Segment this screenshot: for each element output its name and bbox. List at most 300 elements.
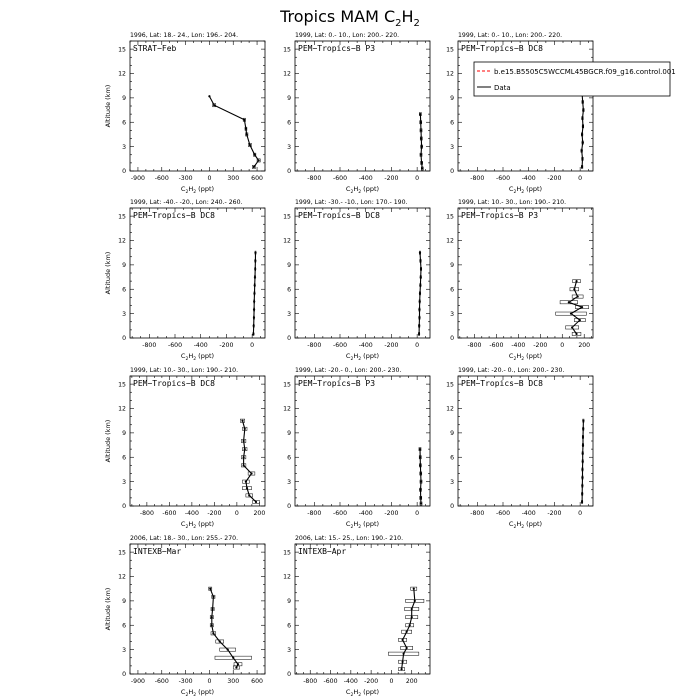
x-axis-label [346, 688, 379, 698]
x-axis-label-part: H [188, 688, 194, 696]
data-point [420, 268, 422, 270]
data-point [219, 640, 221, 642]
data-point [245, 481, 247, 483]
data-point [581, 117, 583, 119]
data-point [254, 276, 256, 278]
x-axis-label-part: C [508, 352, 514, 360]
x-tick-label: -600 [495, 510, 511, 517]
x-axis-label-part: 2 [185, 357, 189, 362]
data-point [409, 624, 411, 626]
x-axis-label-part: C [345, 185, 351, 193]
panel-subtitle: 1999, Lat: 0.- 10., Lon: 200.- 220. [458, 32, 563, 39]
data-point [582, 452, 584, 454]
campaign-label: PEM−Tropics−B P3 [461, 211, 539, 220]
y-tick-label: 6 [122, 454, 126, 462]
data-point [250, 472, 252, 474]
x-axis-label-part: C [345, 688, 351, 696]
campaign-label: STRAT−Feb [133, 44, 177, 53]
y-tick-label: 12 [118, 573, 126, 581]
x-tick-label: 0 [415, 175, 420, 182]
y-tick-label: 3 [287, 143, 291, 151]
data-point [582, 101, 584, 103]
y-tick-label: 0 [450, 503, 454, 511]
y-tick-label: 15 [283, 381, 291, 389]
x-tick-label: -800 [467, 342, 482, 349]
x-axis-label-part: (ppt) [361, 520, 380, 528]
x-axis-label-part: C [345, 520, 351, 528]
plot-frame [295, 376, 430, 506]
y-tick-label: 0 [287, 335, 291, 343]
x-tick-label: -600 [167, 342, 183, 349]
y-tick-label: 15 [283, 213, 291, 221]
y-tick-label: 3 [450, 143, 454, 151]
x-tick-label: 0 [578, 510, 583, 517]
y-tick-label: 6 [450, 119, 454, 127]
data-point [413, 588, 415, 590]
x-tick-label: 0 [578, 175, 583, 182]
data-point [213, 104, 215, 106]
x-axis-label [346, 185, 379, 195]
plot-frame [295, 208, 430, 338]
y-axis-label: Altitude (km) [104, 587, 112, 631]
x-tick-label: 0 [415, 510, 420, 517]
y-tick-label: 15 [446, 46, 454, 54]
x-tick-label: -200 [384, 510, 399, 517]
y-tick-label: 9 [450, 262, 454, 270]
data-point [419, 456, 421, 458]
y-tick-label: 0 [450, 168, 454, 176]
x-tick-label: -400 [358, 175, 373, 182]
campaign-label: PEM−Tropics−B DC8 [461, 379, 543, 388]
x-axis-label-part: H [516, 352, 522, 360]
x-axis-label-part: H [188, 520, 194, 528]
data-point [400, 668, 402, 670]
data-point [254, 154, 256, 156]
x-axis-label [509, 352, 542, 362]
data-point [411, 608, 413, 610]
x-tick-label: -200 [384, 175, 399, 182]
data-point [419, 448, 421, 450]
data-point [253, 166, 255, 168]
plot-frame [130, 208, 265, 338]
data-point [252, 333, 254, 335]
data-point [420, 121, 422, 123]
x-tick-label: 200 [405, 678, 418, 685]
data-point [211, 616, 213, 618]
data-point [582, 141, 584, 143]
data-point [420, 472, 422, 474]
data-point [420, 154, 422, 156]
y-tick-label: 6 [287, 454, 291, 462]
data-point [243, 440, 245, 442]
x-tick-label: -200 [547, 510, 562, 517]
data-point [420, 129, 422, 131]
x-tick-label: -800 [303, 678, 318, 685]
data-point [244, 448, 246, 450]
data-point [254, 260, 256, 262]
figure-title-sub1: 2 [395, 18, 402, 29]
data-point [418, 325, 420, 327]
data-point [254, 284, 256, 286]
data-point [581, 485, 583, 487]
data-point [243, 119, 245, 121]
data-point [419, 464, 421, 466]
x-tick-label: -900 [130, 175, 145, 182]
y-tick-label: 6 [122, 119, 126, 127]
x-tick-label: -600 [323, 678, 338, 685]
y-tick-label: 9 [287, 598, 291, 606]
y-tick-label: 12 [283, 237, 291, 245]
data-point [414, 600, 416, 602]
campaign-label: INTEXB−Mar [133, 547, 182, 556]
x-axis-label-part: 2 [513, 357, 517, 362]
y-tick-label: 12 [283, 70, 291, 78]
panel-subtitle: 1999, Lat: -20.- 0., Lon: 200.- 230. [295, 367, 402, 374]
data-point [245, 128, 247, 130]
x-axis-label-part: 2 [358, 525, 362, 530]
data-point [253, 317, 255, 319]
x-tick-label: 600 [251, 678, 263, 685]
data-point [582, 125, 584, 127]
x-tick-label: -300 [178, 175, 193, 182]
x-tick-label: -300 [178, 678, 193, 685]
data-point [582, 460, 584, 462]
data-point [419, 260, 421, 262]
data-point [243, 464, 245, 466]
x-axis-label-part: H [353, 520, 359, 528]
y-tick-label: 0 [122, 168, 126, 176]
data-point [235, 666, 237, 668]
data-line [210, 589, 238, 668]
x-axis-label-part: (ppt) [524, 352, 543, 360]
data-point [253, 325, 255, 327]
x-axis-label [346, 520, 379, 530]
figure-title [279, 7, 420, 29]
x-tick-label: -400 [184, 510, 199, 517]
y-tick-label: 15 [446, 213, 454, 221]
panel-subtitle: 1996, Lat: 18.- 24., Lon: 196.- 204. [130, 32, 239, 39]
x-axis-label-part: 2 [513, 525, 517, 530]
x-tick-label: -400 [358, 342, 373, 349]
data-point [406, 631, 408, 633]
x-axis-label-part: 2 [521, 357, 525, 362]
y-tick-label: 6 [450, 286, 454, 294]
x-tick-label: -400 [343, 678, 358, 685]
x-axis-label-part: 2 [358, 190, 362, 195]
data-point [421, 162, 423, 164]
data-point [246, 133, 248, 135]
legend [474, 62, 676, 96]
data-point [418, 333, 420, 335]
x-axis-label-part: 2 [521, 190, 525, 195]
panel-subtitle: 2006, Lat: 18.- 30., Lon: 255.- 270. [130, 535, 239, 542]
data-point [581, 468, 583, 470]
y-tick-label: 3 [287, 310, 291, 318]
x-axis-label-part: H [516, 520, 522, 528]
x-axis-label [509, 185, 542, 195]
x-tick-label: -400 [521, 175, 536, 182]
x-tick-label: 0 [207, 175, 212, 182]
y-tick-label: 6 [450, 454, 454, 462]
x-axis-label-part: 2 [521, 525, 525, 530]
plot-frame [295, 41, 430, 171]
y-tick-label: 0 [122, 671, 126, 679]
data-point [581, 150, 583, 152]
plot-frame [458, 208, 593, 338]
data-point [582, 444, 584, 446]
data-point [243, 456, 245, 458]
y-tick-label: 12 [446, 237, 454, 245]
x-tick-label: -400 [358, 510, 373, 517]
data-point [421, 146, 423, 148]
y-tick-label: 12 [118, 237, 126, 245]
data-point [209, 588, 211, 590]
x-tick-label: -800 [307, 510, 322, 517]
x-tick-label: -600 [154, 175, 169, 182]
x-axis-label-part: 2 [193, 190, 197, 195]
x-tick-label: -600 [495, 175, 511, 182]
y-tick-label: 9 [122, 430, 126, 438]
data-point [582, 109, 584, 111]
y-tick-label: 9 [450, 430, 454, 438]
x-tick-label: -200 [207, 510, 222, 517]
campaign-label: PEM−Tropics−B P3 [298, 379, 376, 388]
x-tick-label: -200 [219, 342, 234, 349]
data-point [581, 166, 583, 168]
y-tick-label: 0 [122, 335, 126, 343]
panel-subtitle: 1999, Lat: -30.- -10., Lon: 170.- 190. [295, 199, 408, 206]
y-tick-label: 3 [122, 143, 126, 151]
x-axis-label-part: C [180, 688, 186, 696]
x-axis-label-part: H [353, 352, 359, 360]
x-axis-label-part: H [188, 352, 194, 360]
x-axis-label-part: (ppt) [361, 185, 380, 193]
chart-panel-10 [104, 535, 265, 698]
x-axis-label-part: H [188, 185, 194, 193]
y-tick-label: 9 [122, 598, 126, 606]
y-tick-label: 9 [122, 95, 126, 103]
data-point [208, 95, 210, 97]
panel-subtitle: 1999, Lat: 0.- 10., Lon: 200.- 220. [295, 32, 400, 39]
x-axis-label-part: (ppt) [196, 185, 215, 193]
y-tick-label: 6 [122, 622, 126, 630]
x-tick-label: -400 [193, 342, 208, 349]
data-point [581, 306, 583, 308]
y-tick-label: 0 [287, 503, 291, 511]
plot-frame [458, 376, 593, 506]
x-axis-label-part: 2 [513, 190, 517, 195]
y-tick-label: 15 [446, 381, 454, 389]
chart-panel-5 [283, 199, 430, 362]
x-axis-label [181, 520, 214, 530]
x-tick-label: -600 [332, 510, 348, 517]
x-axis-label-part: 2 [185, 190, 189, 195]
x-axis-label-part: C [508, 185, 514, 193]
y-tick-label: 0 [287, 168, 291, 176]
x-tick-label: 0 [250, 342, 255, 349]
campaign-label: PEM−Tropics−B DC8 [133, 211, 215, 220]
y-tick-label: 15 [118, 46, 126, 54]
data-point [581, 133, 583, 135]
y-tick-label: 12 [446, 70, 454, 78]
data-line [209, 96, 258, 167]
panel-subtitle: 1999, Lat: -20.- 0., Lon: 200.- 230. [458, 367, 565, 374]
data-point [253, 292, 255, 294]
x-axis-label-part: (ppt) [524, 185, 543, 193]
panel-subtitle: 1999, Lat: 10.- 30., Lon: 190.- 210. [130, 367, 239, 374]
y-tick-label: 0 [122, 503, 126, 511]
data-point [244, 428, 246, 430]
data-point [246, 487, 248, 489]
x-axis-label-part: (ppt) [196, 352, 215, 360]
figure-title-mid: H [401, 7, 414, 26]
data-point [419, 252, 421, 254]
y-tick-label: 3 [287, 478, 291, 486]
x-tick-label: -600 [162, 510, 177, 517]
y-tick-label: 15 [118, 381, 126, 389]
x-axis-label-part: 2 [193, 525, 197, 530]
y-tick-label: 12 [446, 405, 454, 413]
plot-frame [130, 41, 265, 171]
data-point [212, 596, 214, 598]
data-point [419, 292, 421, 294]
y-tick-label: 3 [122, 646, 126, 654]
x-axis-label [346, 352, 379, 362]
data-point [241, 420, 243, 422]
data-point [420, 502, 422, 504]
y-axis-label: Altitude (km) [104, 419, 112, 463]
data-point [420, 481, 422, 483]
y-tick-label: 15 [283, 549, 291, 557]
panel-subtitle: 1999, Lat: -40.- -20., Lon: 240.- 260. [130, 199, 243, 206]
x-tick-label: -400 [511, 342, 526, 349]
panel-subtitle: 1999, Lat: 10.- 30., Lon: 190.- 210. [458, 199, 567, 206]
data-point [254, 252, 256, 254]
data-point [573, 288, 575, 290]
x-axis-label-part: C [180, 520, 186, 528]
data-point [254, 268, 256, 270]
x-axis-label-part: 2 [193, 357, 197, 362]
data-point [575, 280, 577, 282]
data-point [253, 308, 255, 310]
campaign-label: INTEXB−Apr [298, 547, 347, 556]
data-point [258, 159, 260, 161]
data-point [403, 653, 405, 655]
y-tick-label: 15 [118, 549, 126, 557]
x-axis-label-part: (ppt) [196, 520, 215, 528]
panel-subtitle: 2006, Lat: 15.- 25., Lon: 190.- 210. [295, 535, 404, 542]
plot-frame [295, 544, 430, 674]
data-point [401, 661, 403, 663]
data-point [419, 300, 421, 302]
x-tick-label: 600 [251, 175, 263, 182]
chart-panel-11 [283, 535, 430, 698]
x-tick-label: -600 [154, 678, 169, 685]
x-tick-label: 300 [227, 678, 240, 685]
legend-data-label: Data [494, 84, 511, 92]
x-axis-label-part: 2 [350, 190, 354, 195]
x-axis-label-part: 2 [350, 693, 354, 698]
data-point [211, 608, 213, 610]
data-point [401, 639, 403, 641]
x-tick-label: -600 [489, 342, 504, 349]
y-tick-label: 3 [287, 646, 291, 654]
x-tick-label: -800 [307, 342, 322, 349]
y-tick-label: 12 [283, 573, 291, 581]
x-tick-label: -200 [533, 342, 548, 349]
x-axis-label-part: 2 [185, 525, 189, 530]
chart-panel-3 [446, 32, 593, 195]
x-axis-label-part: (ppt) [361, 688, 380, 696]
chart-panel-2 [283, 32, 430, 195]
x-tick-label: -800 [470, 175, 485, 182]
plot-frame [130, 544, 265, 674]
data-point [253, 300, 255, 302]
y-tick-label: 0 [450, 335, 454, 343]
y-tick-label: 15 [118, 213, 126, 221]
x-tick-label: -800 [139, 510, 154, 517]
x-tick-label: 200 [253, 510, 266, 517]
data-point [570, 313, 572, 315]
x-axis-label-part: C [180, 352, 186, 360]
plot-frame [458, 41, 593, 171]
y-axis-label: Altitude (km) [104, 84, 112, 128]
x-axis-label [181, 185, 214, 195]
x-axis-label [181, 352, 214, 362]
x-tick-label: 0 [234, 510, 239, 517]
campaign-label: PEM−Tropics−B P3 [298, 44, 376, 53]
data-point [419, 284, 421, 286]
y-tick-label: 9 [122, 262, 126, 270]
figure-title-main: Tropics MAM C [280, 7, 396, 26]
y-tick-label: 6 [287, 119, 291, 127]
x-tick-label: -900 [130, 678, 145, 685]
x-tick-label: -600 [332, 175, 348, 182]
y-tick-label: 3 [450, 478, 454, 486]
chart-panel-7 [104, 367, 265, 530]
y-tick-label: 12 [118, 405, 126, 413]
data-point [249, 144, 251, 146]
data-point [406, 647, 408, 649]
x-axis-label-part: (ppt) [524, 520, 543, 528]
figure-title-sub2: 2 [413, 18, 420, 29]
x-axis-label-part: H [516, 185, 522, 193]
x-tick-label: -800 [142, 342, 157, 349]
x-tick-label: -800 [470, 510, 485, 517]
y-tick-label: 9 [287, 95, 291, 103]
chart-panel-8 [283, 367, 430, 530]
x-axis-label-part: 2 [185, 693, 189, 698]
x-tick-label: 0 [207, 678, 212, 685]
x-tick-label: -800 [307, 175, 322, 182]
data-point [227, 649, 229, 651]
x-tick-label: -200 [547, 175, 562, 182]
chart-panel-6 [446, 199, 593, 362]
data-point [575, 333, 577, 335]
x-tick-label: 0 [415, 342, 420, 349]
x-axis-label-part: 2 [350, 525, 354, 530]
chart-panel-9 [446, 367, 593, 530]
x-axis-label-part: C [345, 352, 351, 360]
data-point [255, 501, 257, 503]
data-point [212, 632, 214, 634]
panels-group [104, 32, 593, 698]
data-point [582, 420, 584, 422]
data-point [581, 501, 583, 503]
y-tick-label: 9 [450, 95, 454, 103]
data-point [421, 167, 423, 169]
x-tick-label: 0 [389, 678, 394, 685]
